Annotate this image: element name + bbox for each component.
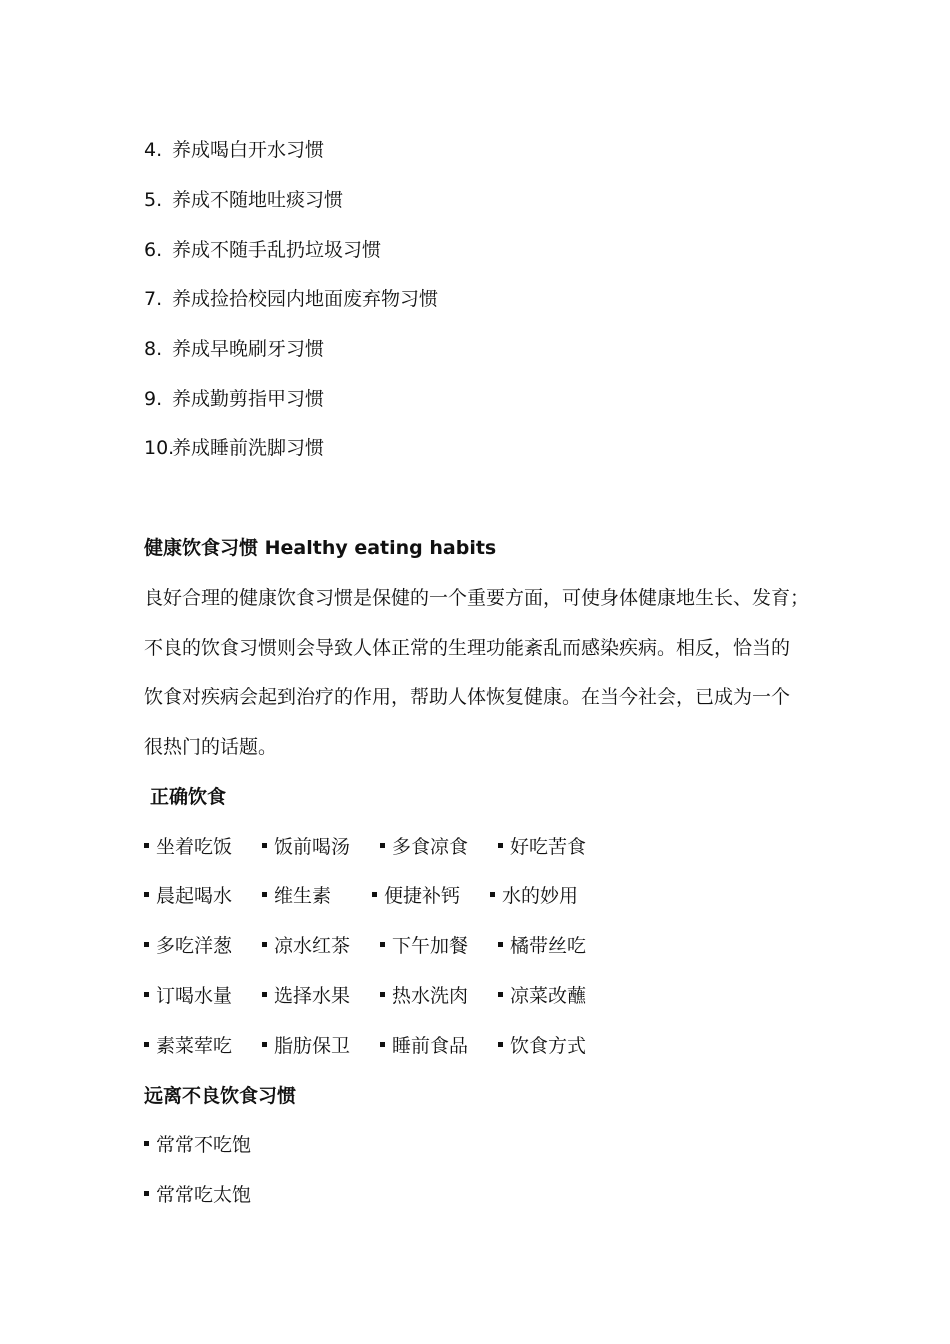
bullet-icon <box>380 843 385 848</box>
list-number: 5. <box>144 189 163 211</box>
correct-diet-heading: 正确饮食 <box>150 786 227 808</box>
bullet-icon <box>262 1042 267 1047</box>
bullet-icon <box>372 892 377 897</box>
list-text: 养成早晚刷牙习惯 <box>172 338 325 360</box>
bullet-icon <box>144 1191 149 1196</box>
bullet-icon <box>380 1042 385 1047</box>
grid-cell: 下午加餐 <box>380 931 468 961</box>
list-number: 7. <box>144 288 163 310</box>
grid-cell: 饭前喝汤 <box>262 832 350 862</box>
grid-cell: 凉水红茶 <box>262 931 350 961</box>
bullet-icon <box>380 942 385 947</box>
list-text: 养成喝白开水习惯 <box>172 139 325 161</box>
list-text: 养成睡前洗脚习惯 <box>172 437 325 459</box>
bullet-icon <box>380 992 385 997</box>
bullet-icon <box>144 843 149 848</box>
list-number: 8. <box>144 338 163 360</box>
list-item <box>144 334 324 364</box>
bullet-icon <box>262 843 267 848</box>
list-text: 养成捡拾校园内地面废弃物习惯 <box>172 288 439 310</box>
grid-cell: 饮食方式 <box>498 1031 586 1061</box>
grid-cell: 晨起喝水 <box>144 881 232 911</box>
bullet-icon <box>144 892 149 897</box>
list-item <box>144 135 324 165</box>
bad-habit-item: 常常不吃饱 <box>144 1130 251 1160</box>
grid-cell: 好吃苦食 <box>498 832 586 862</box>
list-number: 6. <box>144 239 163 261</box>
grid-cell: 选择水果 <box>262 981 350 1011</box>
document-page <box>144 0 824 1344</box>
bullet-icon <box>262 992 267 997</box>
grid-cell: 水的妙用 <box>490 881 578 911</box>
grid-cell: 多食凉食 <box>380 832 468 862</box>
grid-cell: 坐着吃饭 <box>144 832 232 862</box>
grid-cell: 橘带丝吃 <box>498 931 586 961</box>
section-heading: 健康饮食习惯 Healthy eating habits <box>144 537 497 559</box>
list-text: 养成不随手乱扔垃圾习惯 <box>172 239 382 261</box>
list-item <box>144 284 438 314</box>
paragraph-line: 良好合理的健康饮食习惯是保健的一个重要方面，可使身体健康地生长、发育； <box>144 587 810 609</box>
grid-cell: 脂肪保卫 <box>262 1031 350 1061</box>
list-item <box>144 384 324 414</box>
bullet-icon <box>498 942 503 947</box>
bullet-icon <box>498 843 503 848</box>
paragraph-line: 不良的饮食习惯则会导致人体正常的生理功能紊乱而感染疾病。相反，恰当的 <box>144 637 791 659</box>
grid-cell: 热水洗肉 <box>380 981 468 1011</box>
list-number: 10. <box>144 437 175 459</box>
bullet-icon <box>498 1042 503 1047</box>
grid-cell: 维生素 <box>262 881 331 911</box>
bullet-icon <box>144 992 149 997</box>
list-item <box>144 433 324 463</box>
bullet-icon <box>144 942 149 947</box>
grid-cell: 便捷补钙 <box>372 881 460 911</box>
list-item <box>144 185 343 215</box>
list-item <box>144 235 381 265</box>
paragraph-line: 很热门的话题。 <box>144 736 278 758</box>
list-number: 9. <box>144 388 163 410</box>
bullet-icon <box>490 892 495 897</box>
grid-cell: 素菜荤吃 <box>144 1031 232 1061</box>
grid-cell: 睡前食品 <box>380 1031 468 1061</box>
bad-habits-heading: 远离不良饮食习惯 <box>144 1085 297 1107</box>
grid-cell: 凉菜改蘸 <box>498 981 586 1011</box>
grid-cell: 订喝水量 <box>144 981 232 1011</box>
grid-cell: 多吃洋葱 <box>144 931 232 961</box>
list-number: 4. <box>144 139 163 161</box>
bullet-icon <box>144 1042 149 1047</box>
list-text: 养成不随地吐痰习惯 <box>172 189 344 211</box>
bullet-icon <box>262 892 267 897</box>
bullet-icon <box>144 1141 149 1146</box>
list-text: 养成勤剪指甲习惯 <box>172 388 325 410</box>
bad-habit-item: 常常吃太饱 <box>144 1180 251 1210</box>
bullet-icon <box>498 992 503 997</box>
bullet-icon <box>262 942 267 947</box>
paragraph-line: 饮食对疾病会起到治疗的作用，帮助人体恢复健康。在当今社会，已成为一个 <box>144 686 791 708</box>
